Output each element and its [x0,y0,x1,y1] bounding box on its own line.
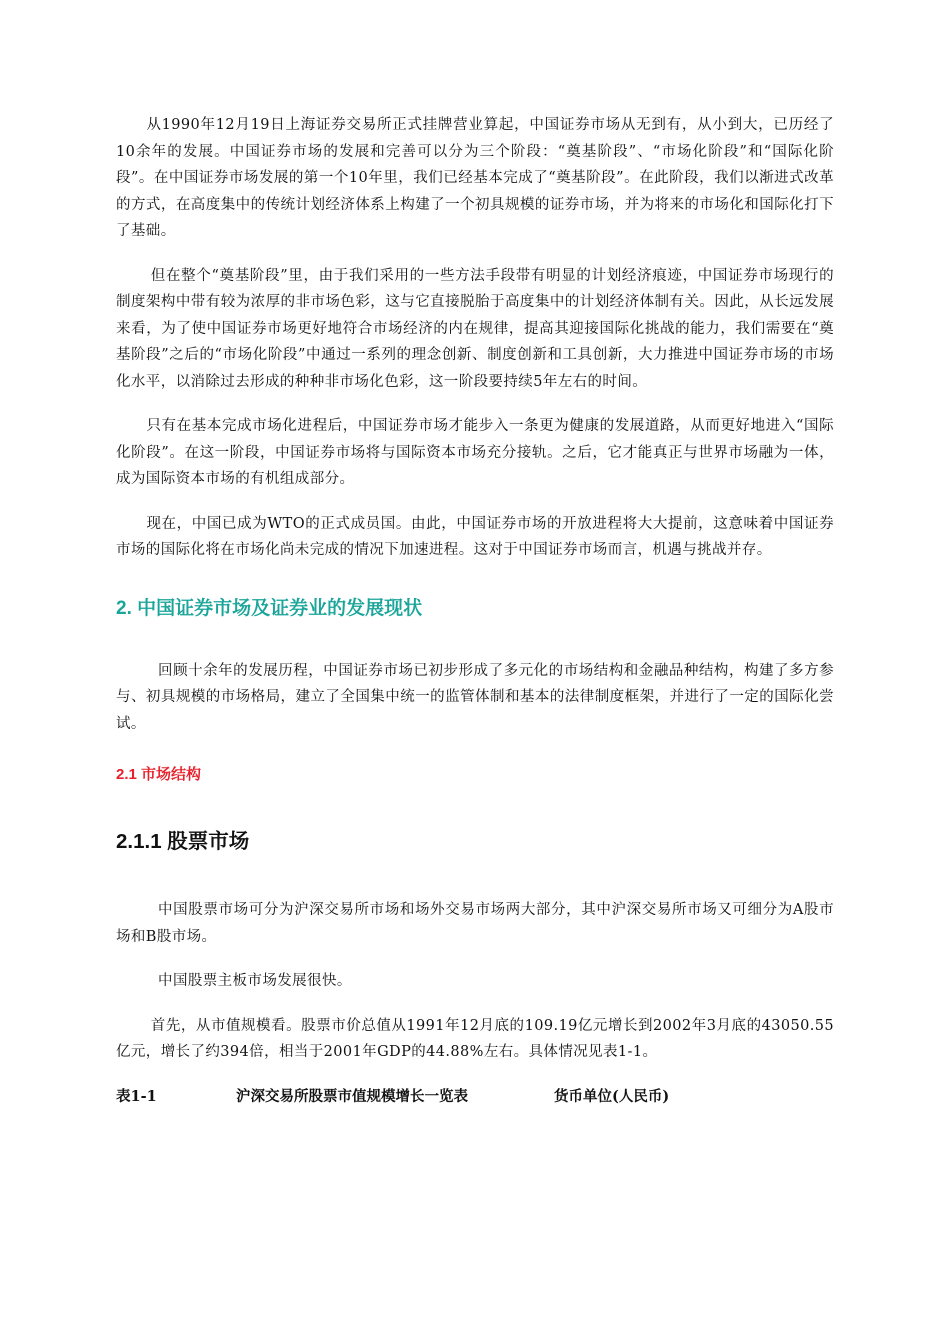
paragraph-wto: 现在，中国已成为WTO的正式成员国。由此，中国证券市场的开放进程将大大提前，这意味着中国证券市场的国际化将在市场化尚未完成的情况下加速进程。这对于中国证券市场而言，机遇与挑战并存。 [116,515,834,558]
table-currency-unit: 货币单位(人民币) [554,1087,670,1105]
paragraph-foundation-stage: 但在整个“奠基阶段”里，由于我们采用的一些方法手段带有明显的计划经济痕迹，中国证券市场现行的制度架构中带有较为浓厚的非市场色彩，这与它直接脱胎于高度集中的计划经济体制有关。因此，从长远发展来看，为了使中国证券市场更好地符合市场经济的内在规律，提高其迎接国际化挑战的能力，我们需要在“奠基阶段”之后的“市场化阶段”中通过一系列的理念创新、制度创新和工具创新，大力推进中国证券市场的市场化水平，以消除过去形成的种种非市场化色彩，这一阶段要持续5年左右的时间。 [116,267,834,390]
paragraph-review: 回顾十余年的发展历程，中国证券市场已初步形成了多元化的市场结构和金融品种结构，构建了多方参与、初具规模的市场格局，建立了全国集中统一的监管体制和基本的法律制度框架，并进行了一定的国际化尝试。 [116,662,834,732]
document-page [116,112,834,1110]
subsection-heading-market-structure: 2.1 市场结构 [116,766,202,783]
table-title: 沪深交易所股票市值规模增长一览表 [236,1087,468,1105]
paragraph-main-board: 中国股票主板市场发展很快。 [158,973,352,989]
paragraph-market-value: 首先，从市值规模看。股票市价总值从1991年12月底的109.19亿元增长到2002年3月底的43050.55亿元，增长了约394倍，相当于2001年GDP的44.88%左右。具体情况见表1-1。 [116,1017,834,1060]
paragraph-intro: 从1990年12月19日上海证券交易所正式挂牌营业算起，中国证券市场从无到有，从小到大，已历经了10余年的发展。中国证券市场的发展和完善可以分为三个阶段：“奠基阶段”、“市场化阶段”和“国际化阶段”。在中国证券市场发展的第一个10年里，我们已经基本完成了“奠基阶段”。在此阶段，我们以渐进式改革的方式，在高度集中的传统计划经济体系上构建了一个初具规模的证券市场，并为将来的市场化和国际化打下了基础。 [116,117,834,239]
section-heading-development-status: 2. 中国证券市场及证券业的发展现状 [116,597,423,619]
subsubsection-heading-stock-market: 2.1.1 股票市场 [116,830,250,853]
paragraph-internationalization: 只有在基本完成市场化进程后，中国证券市场才能步入一条更为健康的发展道路，从而更好地进入“国际化阶段”。在这一阶段，中国证券市场将与国际资本市场充分接轨。之后，它才能真正与世界市场融为一体，成为国际资本市场的有机组成部分。 [116,418,834,487]
paragraph-stock-market-parts: 中国股票市场可分为沪深交易所市场和场外交易市场两大部分，其中沪深交易所市场又可细分为A股市场和B股市场。 [116,902,834,945]
table-number: 表1-1 [116,1087,157,1105]
table-caption [116,1084,834,1110]
